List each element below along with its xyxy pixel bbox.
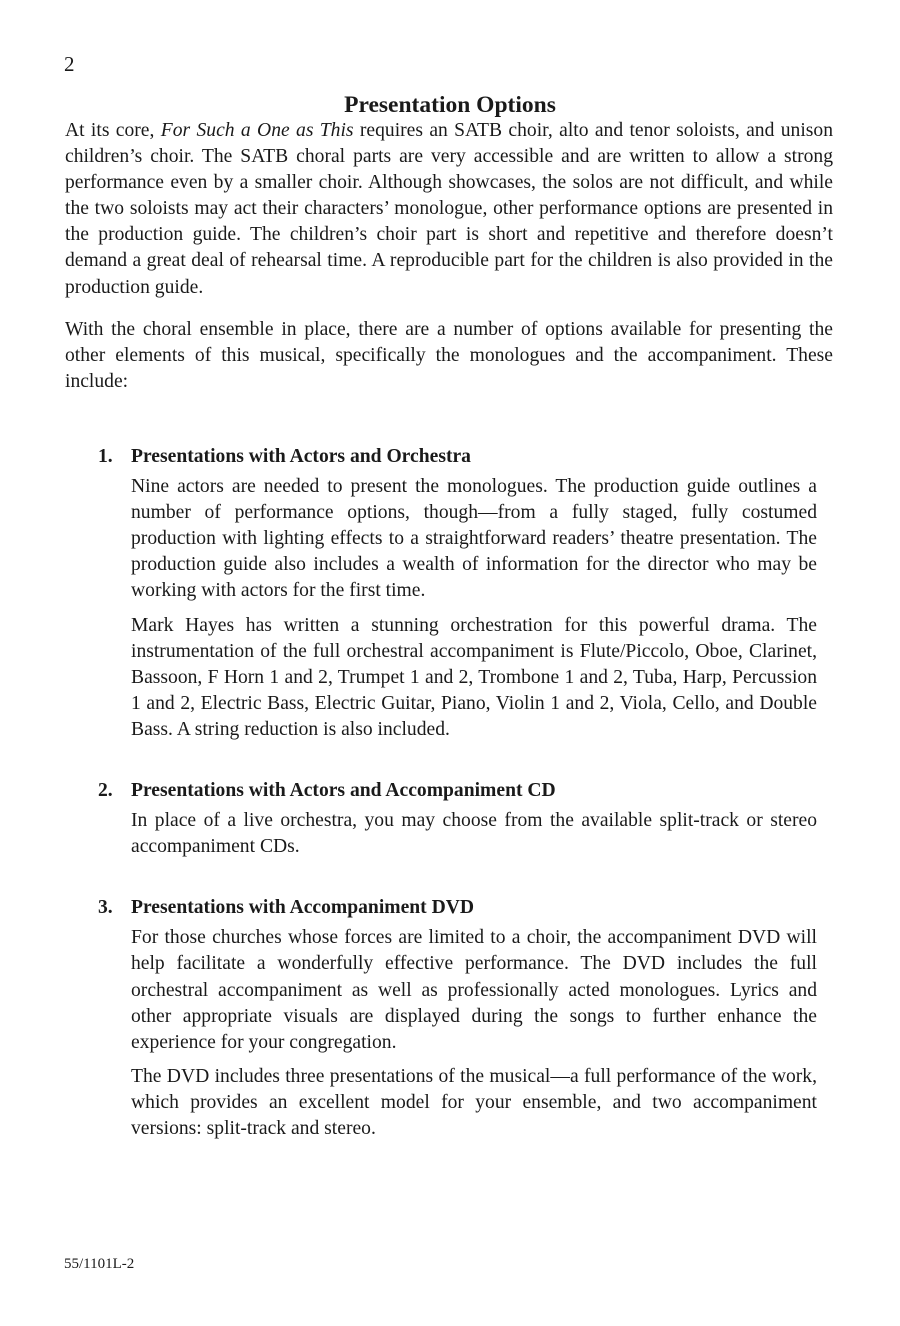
musical-title: For Such a One as This: [160, 120, 354, 141]
page-number: 2: [64, 52, 75, 76]
option-paragraph: The DVD includes three presentations of the musical—a full performance of the work, which provides an excellent model for your ensemble, and two accompaniment versions: split-track and stereo.: [131, 1065, 817, 1139]
option-paragraph: For those churches whose forces are limited to a choir, the accompaniment DVD will help facilitate a wonderfully effective performance. The DVD includes the full orchestral accompaniment as well as professionally acted monologues. Lyrics and other appropriate visuals are displayed during the songs to further enhance the experience for your congregation.: [131, 927, 817, 1053]
page-title: Presentation Options: [344, 91, 556, 118]
intro-text-start: At its core,: [65, 120, 161, 141]
option-number: 3.: [98, 897, 113, 919]
presentation-options-list: [65, 444, 833, 1142]
option-item-1: [98, 444, 833, 743]
option-title: Presentations with Actors and Orchestra: [131, 445, 471, 467]
document-body: [65, 118, 833, 1177]
option-number: 1.: [98, 445, 113, 467]
option-paragraph: In place of a live orchestra, you may choose from the available split-track or stereo accompaniment CDs.: [131, 810, 817, 858]
intro-paragraph-1: [65, 118, 833, 301]
option-item-2: [98, 778, 833, 860]
intro-paragraph-2: With the choral ensemble in place, there are a number of options available for presenting the other elements of this musical, specifically the monologues and the accompaniment. These include:: [65, 318, 833, 392]
option-paragraph: Mark Hayes has written a stunning orchestration for this powerful drama. The instrumentation of the full orchestral accompaniment is Flute/Piccolo, Oboe, Clarinet, Bassoon, F Horn 1 and 2, Trumpet 1 and 2, Trombone 1 and 2, Tuba, Harp, Percussion 1 and 2, Electric Bass, Electric Guitar, Piano, Violin 1 and 2, Viola, Cello, and Double Bass. A string reduction is also included.: [131, 614, 817, 740]
option-item-3: [98, 895, 833, 1142]
option-title: Presentations with Actors and Accompaniment CD: [131, 779, 556, 801]
option-title: Presentations with Accompaniment DVD: [131, 897, 475, 919]
option-number: 2.: [98, 779, 113, 801]
option-paragraph: Nine actors are needed to present the monologues. The production guide outlines a number of performance options, though—from a fully staged, fully costumed production with lighting effects to a straightforward readers’ theatre presentation. The production guide also includes a wealth of information for the director who may be working with actors for the first time.: [131, 476, 817, 602]
footer-catalog-code: 55/1101L-2: [64, 1256, 135, 1272]
intro-text-rest: requires an SATB choir, alto and tenor soloists, and unison children’s choir. The SATB choral parts are very accessible and are written to allow a strong performance even by a smaller choir. Although showcases, the solos are not difficult, and while the two soloists may act their characters’ monologue, other performance options are presented in the production guide. The children’s choir part is short and repetitive and therefore doesn’t demand a great deal of rehearsal time. A reproducible part for the children is also provided in the production guide.: [65, 120, 833, 298]
